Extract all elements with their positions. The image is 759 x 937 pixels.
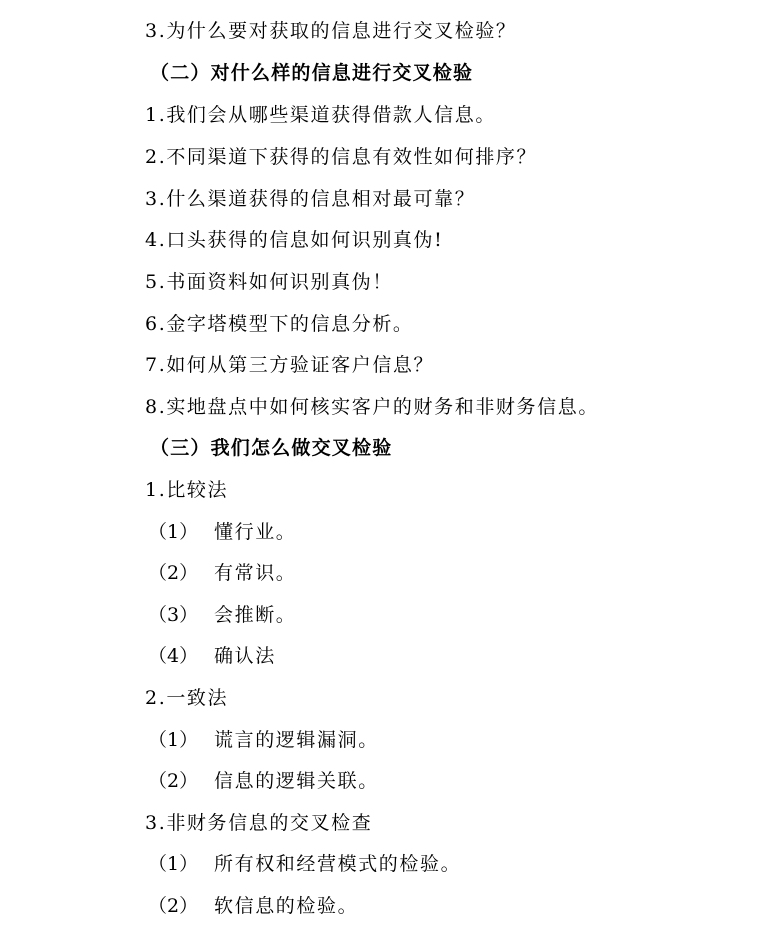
item-number: （2） xyxy=(148,562,199,584)
item-number: （1） xyxy=(148,853,199,875)
list-item: 7.如何从第三方验证客户信息？ xyxy=(145,354,435,376)
item-text: 懂行业。 xyxy=(214,521,297,543)
item-text: 有常识。 xyxy=(214,562,297,584)
list-item: 5.书面资料如何识别真伪！ xyxy=(145,271,393,293)
item-number: （2） xyxy=(148,770,199,792)
item-text: 确认法 xyxy=(214,645,276,667)
list-item: 4.口头获得的信息如何识别真伪! xyxy=(145,229,444,251)
sub-list-item xyxy=(148,766,379,796)
sub-list-item xyxy=(148,600,296,630)
section-heading-3: （三）我们怎么做交叉检验 xyxy=(150,437,393,459)
list-item: 1.我们会从哪些渠道获得借款人信息。 xyxy=(145,104,496,126)
sub-list-item xyxy=(148,517,296,547)
sub-list-item xyxy=(148,849,461,879)
item-text: 所有权和经营模式的检验。 xyxy=(214,853,462,875)
list-item: 2.不同渠道下获得的信息有效性如何排序？ xyxy=(145,146,538,168)
item-text: 软信息的检验。 xyxy=(214,895,359,917)
item-text: 信息的逻辑关联。 xyxy=(214,770,379,792)
method-title: 1.比较法 xyxy=(145,479,229,501)
section-heading-2: （二）对什么样的信息进行交叉检验 xyxy=(150,62,474,84)
list-item: 3.什么渠道获得的信息相对最可靠？ xyxy=(145,188,476,210)
question-why-cross-check: 3.为什么要对获取的信息进行交叉检验？ xyxy=(145,20,517,42)
item-number: （3） xyxy=(148,604,199,626)
item-number: （1） xyxy=(148,521,199,543)
list-item: 6.金字塔模型下的信息分析。 xyxy=(145,313,414,335)
method-title: 2.一致法 xyxy=(145,687,229,709)
item-number: （2） xyxy=(148,895,199,917)
item-number: （1） xyxy=(148,729,199,751)
item-text: 谎言的逻辑漏洞。 xyxy=(214,729,379,751)
sub-list-item xyxy=(148,558,296,588)
list-item: 8.实地盘点中如何核实客户的财务和非财务信息。 xyxy=(145,396,599,418)
sub-list-item xyxy=(148,725,379,755)
sub-list-item xyxy=(148,891,358,921)
item-number: （4） xyxy=(148,645,199,667)
sub-list-item xyxy=(148,641,276,671)
method-title: 3.非财务信息的交叉检查 xyxy=(145,812,373,834)
item-text: 会推断。 xyxy=(214,604,297,626)
